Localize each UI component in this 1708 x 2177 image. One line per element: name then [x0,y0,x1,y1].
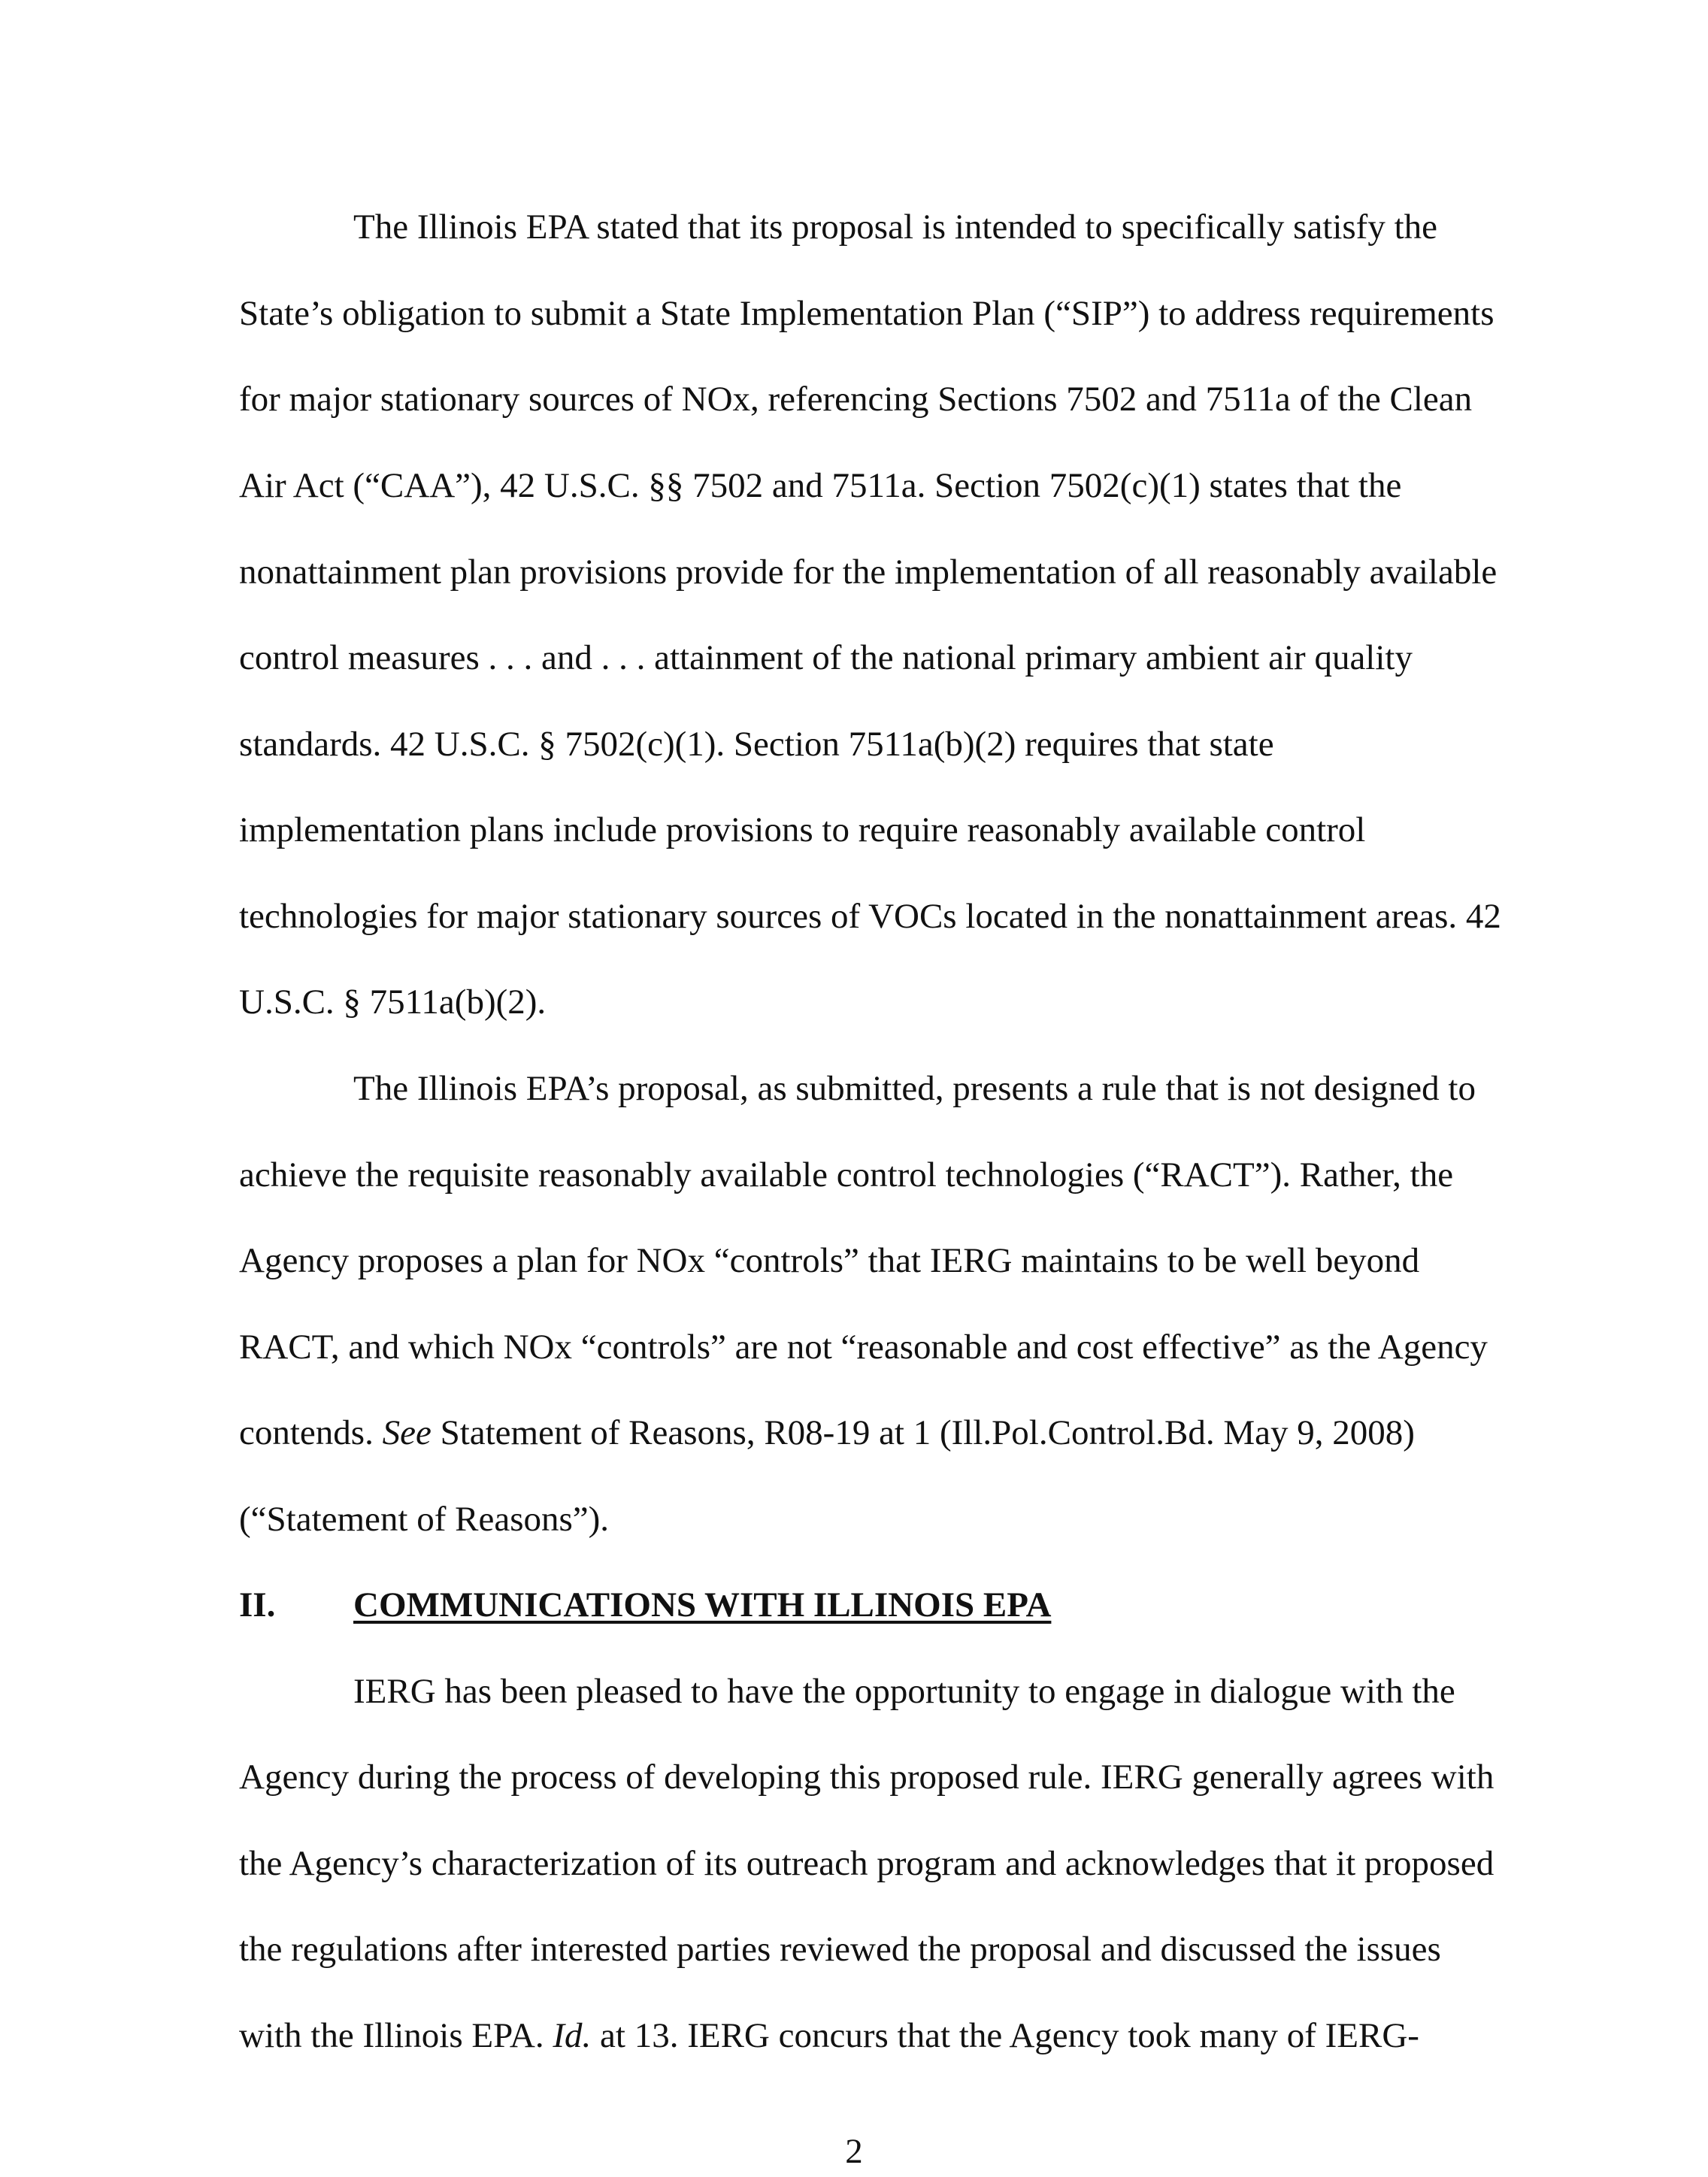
paragraph-1-line-5: nonattainment plan provisions provide for the implementation of all reasonably available [239,553,1498,592]
paragraph-2-line-2: achieve the requisite reasonably available control technologies (“RACT”). Rather, the [239,1155,1454,1194]
paragraph-3-line-2: Agency during the process of developing this proposed rule. IERG generally agrees with [239,1758,1494,1797]
paragraph-2-line-6: (“Statement of Reasons”). [239,1500,610,1539]
paragraph-3-line-3: the Agency’s characterization of its outreach program and acknowledges that it proposed [239,1844,1494,1883]
paragraph-3-line-1: IERG has been pleased to have the opportunity to engage in dialogue with the [353,1672,1455,1711]
citation-signal-id: Id. [553,2016,592,2055]
paragraph-2-line-5 [239,1412,1415,1454]
citation-signal-see: See [382,1413,432,1452]
paragraph-2-line-3: Agency proposes a plan for NOx “controls” that IERG maintains to be well beyond [239,1241,1420,1280]
paragraph-1-line-10: U.S.C. § 7511a(b)(2). [239,983,547,1022]
page-number: 2 [845,2132,863,2171]
paragraph-2-line-5-rest: Statement of Reasons, R08-19 at 1 (Ill.Pol.Control.Bd. May 9, 2008) [431,1413,1415,1452]
paragraph-2-line-5-prefix: contends. [239,1413,383,1452]
paragraph-1-line-6: control measures . . . and . . . attainment of the national primary ambient air quality [239,638,1413,677]
section-title: COMMUNICATIONS WITH ILLINOIS EPA [353,1585,1052,1624]
paragraph-3-line-5-rest: at 13. IERG concurs that the Agency took many of IERG- [591,2016,1419,2055]
paragraph-3-line-4: the regulations after interested parties reviewed the proposal and discussed the issues [239,1930,1441,1969]
paragraph-3-line-5-prefix: with the Illinois EPA. [239,2016,553,2055]
paragraph-1-line-1: The Illinois EPA stated that its proposal is intended to specifically satisfy the [353,207,1437,247]
paragraph-1-line-3: for major stationary sources of NOx, referencing Sections 7502 and 7511a of the Clean [239,380,1473,419]
paragraph-1-line-4: Air Act (“CAA”), 42 U.S.C. §§ 7502 and 7511a. Section 7502(c)(1) states that the [239,466,1402,505]
paragraph-2-line-1: The Illinois EPA’s proposal, as submitted, presents a rule that is not designed to [353,1069,1476,1108]
paragraph-2-line-4: RACT, and which NOx “controls” are not “reasonable and cost effective” as the Agency [239,1328,1488,1367]
section-number: II. [239,1585,276,1624]
paragraph-1-line-8: implementation plans include provisions to require reasonably available control [239,810,1366,849]
paragraph-1-line-9: technologies for major stationary sources of VOCs located in the nonattainment areas. 42 [239,897,1501,936]
paragraph-1-line-2: State’s obligation to submit a State Implementation Plan (“SIP”) to address requirements [239,294,1494,333]
paragraph-1-line-7: standards. 42 U.S.C. § 7502(c)(1). Section 7511a(b)(2) requires that state [239,725,1274,764]
paragraph-3-line-5 [239,2015,1419,2057]
